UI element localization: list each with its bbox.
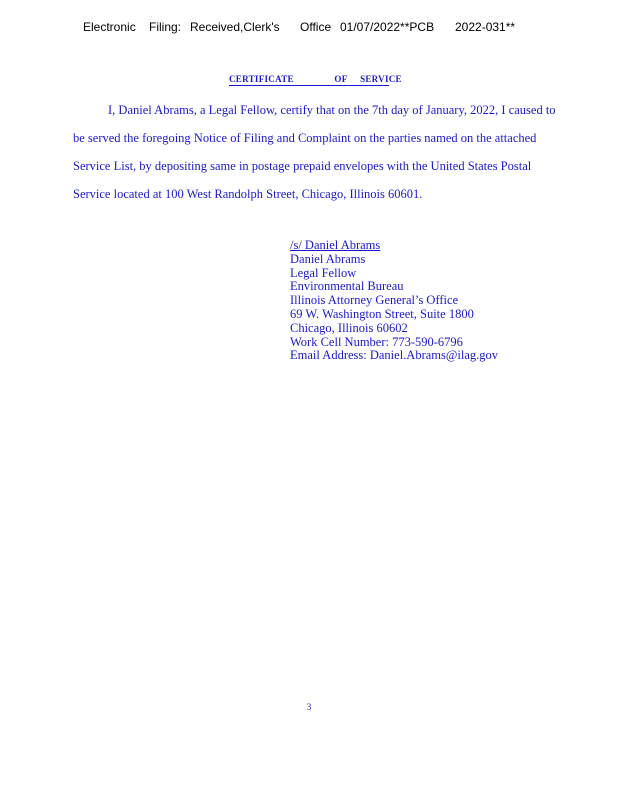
header-docket: 2022-031**	[455, 20, 516, 34]
signer-email: Email Address: Daniel.Abrams@ilag.gov	[290, 348, 499, 363]
signer-office: Illinois Attorney General’s Office	[290, 293, 459, 308]
signature-line: /s/ Daniel Abrams	[290, 238, 381, 252]
signer-phone: Work Cell Number: 773-590-6796	[290, 334, 463, 349]
certificate-body	[73, 96, 573, 208]
certificate-title-word-2: OF	[334, 74, 348, 84]
body-line-4: Service located at 100 West Randolph Street, Chicago, Illinois 60601.	[73, 187, 423, 201]
page-number: 3	[306, 702, 312, 712]
signer-bureau: Environmental Bureau	[290, 279, 404, 294]
signer-city: Chicago, Illinois 60602	[290, 320, 408, 335]
signer-title: Legal Fellow	[290, 265, 357, 280]
header-filing: Filing:	[149, 20, 182, 34]
body-line-2: be served the foregoing Notice of Filing and Complaint on the parties named on the attached	[73, 131, 537, 145]
signer-street: 69 W. Washington Street, Suite 1800	[290, 306, 474, 321]
filing-header	[0, 20, 618, 38]
certificate-title	[229, 74, 402, 86]
signer-name: Daniel Abrams	[290, 251, 366, 266]
signature-block	[290, 239, 498, 363]
certificate-title-word-3: SERVICE	[360, 74, 402, 84]
certificate-title-word-1: CERTIFICATE	[229, 74, 294, 84]
header-electronic: Electronic	[83, 20, 136, 34]
header-received: Received,Clerk's	[190, 20, 280, 34]
header-date: 01/07/2022**PCB	[340, 20, 435, 34]
body-line-1: I, Daniel Abrams, a Legal Fellow, certify that on the 7th day of January, 2022, I caused to	[108, 103, 556, 117]
body-line-3: Service List, by depositing same in postage prepaid envelopes with the United States Postal	[73, 159, 532, 173]
header-office: Office	[300, 20, 332, 34]
